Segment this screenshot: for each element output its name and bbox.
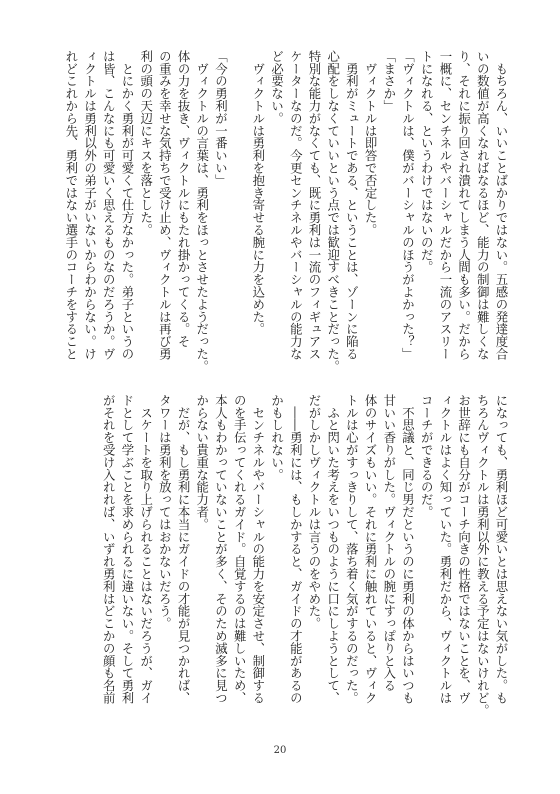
text-line: ヴィクトルは勇利を抱き寄せる腕に力を込めた。 bbox=[250, 50, 266, 336]
text-line: からない貴重な能力者。 bbox=[194, 394, 210, 531]
text-line: ――勇利には、もしかすると、ガイドの才能があるの bbox=[288, 394, 304, 704]
text-line: ヴィクトルは即答で否定した。 bbox=[363, 50, 379, 236]
text-line: 甘いい香りがした。ヴィクトルの腕にすっぽりと入る bbox=[381, 394, 397, 692]
text-line: もちろん、いいことばかりではない。五感の発達度合 bbox=[494, 50, 509, 360]
text-line: 利の頭の天辺にキスを落とした。 bbox=[138, 50, 154, 236]
text-line: ィクトルは勇利以外の弟子がいないからわからない。け bbox=[82, 50, 98, 360]
text-line: ィクトルはよく知っていた。勇利だから、ヴィクトルは bbox=[437, 394, 453, 704]
text-line: トになれる、というわけではないのだ。 bbox=[419, 50, 435, 274]
text-line: は皆、こんなにも可愛いく思えるものなのだろうか。ヴ bbox=[101, 50, 117, 360]
text-line: 本人もわかっていないことが多く、そのため滅多に見つ bbox=[213, 394, 229, 704]
text-line: 心配をしなくていいという点では歓迎すべきことだった。 bbox=[325, 50, 341, 373]
text-line: がそれを受け入れれば、いずれ勇利はどこかの顔も名前 bbox=[101, 394, 117, 704]
text-line: 一概に、センチネルやバーシャルだから一流のアスリー bbox=[437, 50, 453, 360]
text-line: ちろんヴィクトルは勇利以外に教える予定はないけれど。 bbox=[475, 394, 491, 717]
text-line: 不思議と、同じ男だというのに勇利の体からはいつも bbox=[400, 394, 416, 704]
text-line: ドとして学ぶことを求められるに違いない。そして勇利 bbox=[119, 394, 135, 704]
text-line: だが、もし勇利に本当にガイドの才能が見つかれば、 bbox=[176, 394, 192, 704]
lower-text-block bbox=[90, 394, 510, 717]
text-line: 体の力を抜き、ヴィクトルにもたれ掛かってくる。そ bbox=[176, 50, 192, 348]
text-line: コーチができるのだ。 bbox=[419, 394, 435, 518]
text-line: トルは心がすっきりして、落ち着く気がするのだった。 bbox=[344, 394, 360, 704]
upper-text-block bbox=[63, 50, 510, 373]
text-line: いの数値が高くなればなるほど、能力の制御は難しくな bbox=[475, 50, 491, 360]
text-line: になっても、勇利ほど可愛いとは思えない気がした。も bbox=[494, 394, 509, 704]
text-line: 体のサイズもいい。それに勇利に触れていると、ヴィク bbox=[363, 394, 379, 704]
text-line: タワーは勇利を放ってはおかないだろう。 bbox=[157, 394, 173, 630]
text-line: 「ヴィクトルは、僕がバーシャルのほうがよかった？」 bbox=[400, 50, 416, 360]
text-line: 「今の勇利が一番いい」 bbox=[213, 50, 229, 187]
text-line: の重みを幸せな気持ちで受け止め、ヴィクトルは再び勇 bbox=[157, 50, 173, 360]
text-line: り、それに振り回され潰れてしまう人間も多い。だから bbox=[456, 50, 472, 360]
text-line: ヴィクトルの言葉は、勇利をほっとさせたようだった。 bbox=[194, 50, 210, 373]
text-line: れどこれから先、勇利ではない選手のコーチをすること bbox=[63, 50, 79, 360]
text-line: 「まさか」 bbox=[381, 50, 397, 112]
page-number: 20 bbox=[273, 745, 287, 756]
text-line: ケーターなのだ。今更センチネルやバーシャルの能力な bbox=[288, 50, 304, 360]
text-line bbox=[229, 50, 248, 358]
text-line: ふと閃いた考えをいつものように口にしようとして、 bbox=[325, 394, 341, 704]
text-line: ど必要ない。 bbox=[269, 50, 285, 125]
text-line: とにかく勇利が可愛くて仕方なかった。弟子というの bbox=[119, 50, 135, 360]
text-line: かもしれない。 bbox=[269, 394, 285, 481]
text-line: 勇利がミュートである、ということは、ゾーンに陥る bbox=[344, 50, 360, 360]
text-line: のを手伝ってくれるガイド。自覚するのは難しいため、 bbox=[232, 394, 248, 704]
text-line: センチネルやバーシャルの能力を安定させ、制御する bbox=[250, 394, 266, 704]
text-line: スケートを取り上げられることはないだろうが、ガイ bbox=[138, 394, 154, 704]
text-line: 特別な能力がなくても、既に勇利は一流のフィギュアス bbox=[306, 50, 322, 360]
text-line: お世辞にも自分がコーチ向きの性格ではないことを、ヴ bbox=[456, 394, 472, 704]
text-line: だがしかしヴィクトルは言うのをやめた。 bbox=[306, 394, 322, 630]
